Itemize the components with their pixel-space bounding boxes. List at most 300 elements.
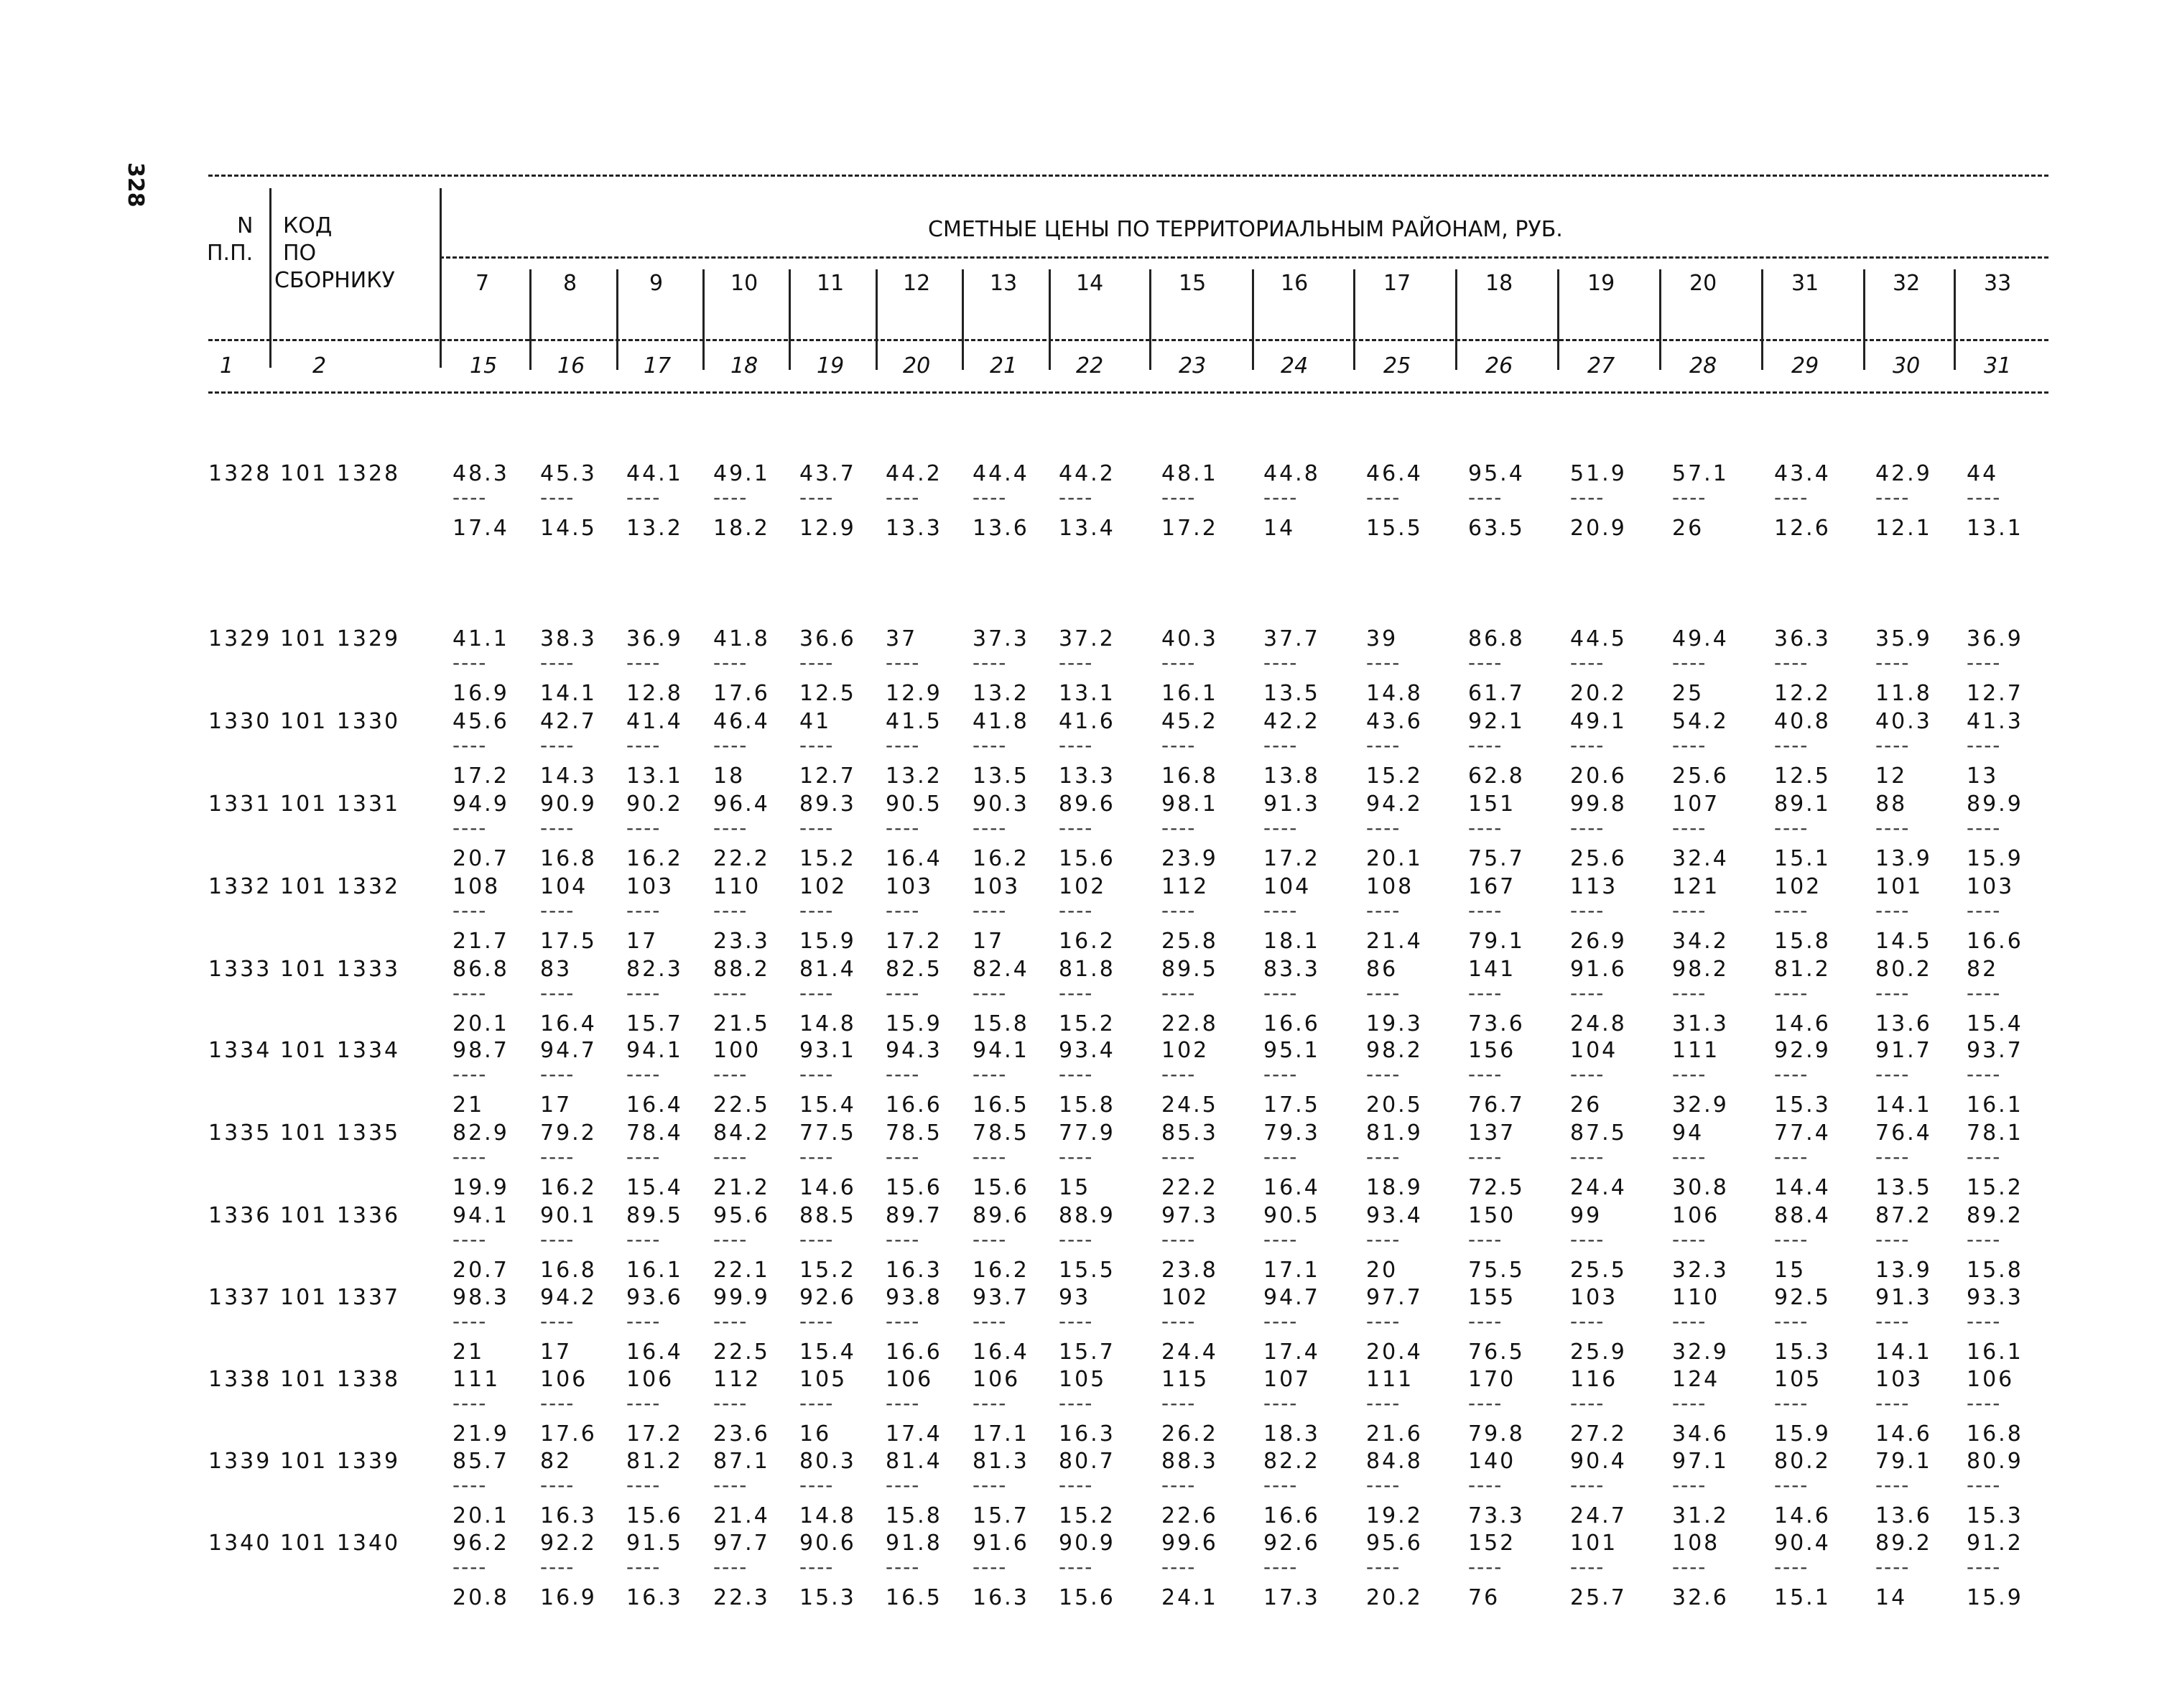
price-denominator: 14.5 xyxy=(540,516,597,541)
price-denominator: 20.1 xyxy=(1366,846,1423,871)
price-denominator: 16.1 xyxy=(1967,1092,2023,1118)
row-code: 101 1339 xyxy=(280,1449,401,1474)
fraction-bar: ---- xyxy=(1161,899,1197,922)
fraction-bar: ---- xyxy=(1263,1473,1299,1497)
price-denominator: 20.2 xyxy=(1366,1585,1423,1610)
fraction-bar: ---- xyxy=(1161,981,1197,1005)
price-numerator: 91.3 xyxy=(1875,1285,1932,1310)
fraction-bar: ---- xyxy=(1570,816,1605,840)
fraction-bar: ---- xyxy=(1570,1227,1605,1251)
price-numerator: 92.1 xyxy=(1468,709,1525,734)
price-denominator: 14.3 xyxy=(540,764,597,789)
price-numerator: 115 xyxy=(1161,1367,1210,1392)
fraction-bar: ---- xyxy=(886,1555,921,1579)
price-numerator: 106 xyxy=(886,1367,934,1392)
district-col-divider xyxy=(962,269,964,370)
price-denominator: 13.2 xyxy=(626,516,683,541)
price-numerator: 105 xyxy=(1774,1367,1822,1392)
price-denominator: 22.5 xyxy=(713,1092,770,1118)
row-code: 101 1335 xyxy=(280,1120,401,1146)
fraction-bar: ---- xyxy=(1263,1309,1299,1333)
district-header: 31 xyxy=(1791,271,1819,296)
price-denominator: 26 xyxy=(1672,516,1704,541)
price-denominator: 73.6 xyxy=(1468,1011,1525,1036)
fraction-bar: ---- xyxy=(626,899,662,922)
price-numerator: 113 xyxy=(1570,874,1618,899)
price-numerator: 156 xyxy=(1468,1038,1516,1063)
price-denominator: 15.8 xyxy=(886,1503,942,1528)
price-numerator: 48.1 xyxy=(1161,461,1218,486)
column-number: 19 xyxy=(817,353,845,379)
fraction-bar: ---- xyxy=(1774,651,1809,674)
fraction-bar: ---- xyxy=(1570,1555,1605,1579)
fraction-bar: ---- xyxy=(1366,981,1401,1005)
price-denominator: 17 xyxy=(540,1092,572,1118)
price-denominator: 32.6 xyxy=(1672,1585,1729,1610)
fraction-bar: ---- xyxy=(1967,1227,2002,1251)
price-numerator: 170 xyxy=(1468,1367,1516,1392)
price-numerator: 99.8 xyxy=(1570,792,1627,817)
fraction-bar: ---- xyxy=(799,1555,835,1579)
price-denominator: 16.2 xyxy=(973,1258,1029,1283)
row-number: 1332 xyxy=(208,874,272,899)
price-denominator: 17.5 xyxy=(1263,1092,1320,1118)
fraction-bar: ---- xyxy=(886,651,921,674)
price-numerator: 36.6 xyxy=(799,626,856,651)
price-numerator: 89.9 xyxy=(1967,792,2023,817)
price-denominator: 12 xyxy=(1875,764,1908,789)
price-denominator: 24.1 xyxy=(1161,1585,1218,1610)
price-numerator: 94.1 xyxy=(626,1038,683,1063)
fraction-bar: ---- xyxy=(540,1473,575,1497)
price-denominator: 25.6 xyxy=(1672,764,1729,789)
fraction-bar: ---- xyxy=(452,816,488,840)
row-code: 101 1329 xyxy=(280,626,401,651)
fraction-bar: ---- xyxy=(1967,1309,2002,1333)
price-denominator: 15.8 xyxy=(1774,929,1831,954)
district-col-divider xyxy=(876,269,878,370)
fraction-bar: ---- xyxy=(886,816,921,840)
price-numerator: 37 xyxy=(886,626,918,651)
price-numerator: 106 xyxy=(626,1367,674,1392)
price-denominator: 14.4 xyxy=(1774,1175,1831,1200)
price-denominator: 15 xyxy=(1059,1175,1091,1200)
fraction-bar: ---- xyxy=(973,1062,1008,1086)
price-denominator: 15.3 xyxy=(1774,1092,1831,1118)
price-denominator: 32.9 xyxy=(1672,1092,1729,1118)
fraction-bar: ---- xyxy=(452,486,488,509)
price-denominator: 15.6 xyxy=(1059,846,1115,871)
fraction-bar: ---- xyxy=(1161,1227,1197,1251)
colnum-top-rule xyxy=(208,339,2048,341)
header-code: СБОРНИКУ xyxy=(274,268,395,293)
fraction-bar: ---- xyxy=(1875,1062,1911,1086)
price-denominator: 79.8 xyxy=(1468,1421,1525,1447)
price-numerator: 89.7 xyxy=(886,1203,942,1228)
price-denominator: 18.3 xyxy=(1263,1421,1320,1447)
price-denominator: 16.5 xyxy=(973,1092,1029,1118)
fraction-bar: ---- xyxy=(1774,733,1809,757)
fraction-bar: ---- xyxy=(799,899,835,922)
price-numerator: 36.9 xyxy=(1967,626,2023,651)
fraction-bar: ---- xyxy=(1468,486,1503,509)
header-code: КОД xyxy=(283,213,333,238)
fraction-bar: ---- xyxy=(1672,981,1707,1005)
price-denominator: 32.3 xyxy=(1672,1258,1729,1283)
price-denominator: 21.4 xyxy=(1366,929,1423,954)
fraction-bar: ---- xyxy=(1468,899,1503,922)
price-numerator: 77.4 xyxy=(1774,1120,1831,1146)
fraction-bar: ---- xyxy=(886,899,921,922)
price-numerator: 43.7 xyxy=(799,461,856,486)
price-numerator: 81.3 xyxy=(973,1449,1029,1474)
price-numerator: 81.9 xyxy=(1366,1120,1423,1146)
column-number: 29 xyxy=(1791,353,1819,379)
district-header: 15 xyxy=(1179,271,1207,296)
price-numerator: 104 xyxy=(1570,1038,1618,1063)
price-denominator: 14.1 xyxy=(1875,1340,1932,1365)
price-numerator: 90.9 xyxy=(540,792,597,817)
fraction-bar: ---- xyxy=(1774,1391,1809,1415)
price-denominator: 32.9 xyxy=(1672,1340,1729,1365)
fraction-bar: ---- xyxy=(713,1062,748,1086)
price-numerator: 81.4 xyxy=(799,957,856,982)
price-denominator: 79.1 xyxy=(1468,929,1525,954)
price-numerator: 49.4 xyxy=(1672,626,1729,651)
price-denominator: 20.5 xyxy=(1366,1092,1423,1118)
price-numerator: 88.2 xyxy=(713,957,770,982)
price-numerator: 81.2 xyxy=(626,1449,683,1474)
price-denominator: 16.8 xyxy=(1967,1421,2023,1447)
price-denominator: 21.6 xyxy=(1366,1421,1423,1447)
district-header: 18 xyxy=(1485,271,1513,296)
column-number: 15 xyxy=(470,353,498,379)
fraction-bar: ---- xyxy=(1468,816,1503,840)
price-denominator: 21 xyxy=(452,1340,485,1365)
price-denominator: 15.2 xyxy=(799,846,856,871)
price-denominator: 16.3 xyxy=(540,1503,597,1528)
fraction-bar: ---- xyxy=(1672,486,1707,509)
price-numerator: 110 xyxy=(713,874,761,899)
price-denominator: 16.2 xyxy=(540,1175,597,1200)
header-code: ПО xyxy=(283,241,317,266)
district-header: 17 xyxy=(1383,271,1411,296)
fraction-bar: ---- xyxy=(626,486,662,509)
price-numerator: 90.5 xyxy=(886,792,942,817)
fraction-bar: ---- xyxy=(1875,651,1911,674)
fraction-bar: ---- xyxy=(1672,1555,1707,1579)
price-denominator: 16.4 xyxy=(1263,1175,1320,1200)
price-numerator: 94.2 xyxy=(1366,792,1423,817)
fraction-bar: ---- xyxy=(1875,1555,1911,1579)
fraction-bar: ---- xyxy=(1468,981,1503,1005)
price-denominator: 24.4 xyxy=(1570,1175,1627,1200)
price-denominator: 13.3 xyxy=(1059,764,1115,789)
fraction-bar: ---- xyxy=(1967,981,2002,1005)
district-col-divider xyxy=(1954,269,1956,370)
price-numerator: 89.5 xyxy=(626,1203,683,1228)
district-header: 11 xyxy=(817,271,845,296)
price-denominator: 34.2 xyxy=(1672,929,1729,954)
price-numerator: 44.2 xyxy=(886,461,942,486)
fraction-bar: ---- xyxy=(1059,1555,1094,1579)
price-numerator: 41.3 xyxy=(1967,709,2023,734)
price-denominator: 13.6 xyxy=(1875,1503,1932,1528)
price-denominator: 15.2 xyxy=(1967,1175,2023,1200)
fraction-bar: ---- xyxy=(973,1145,1008,1169)
price-denominator: 15.3 xyxy=(799,1585,856,1610)
price-denominator: 14 xyxy=(1875,1585,1908,1610)
price-denominator: 13.9 xyxy=(1875,846,1932,871)
price-denominator: 25.6 xyxy=(1570,846,1627,871)
price-numerator: 89.1 xyxy=(1774,792,1831,817)
price-numerator: 101 xyxy=(1875,874,1923,899)
price-numerator: 150 xyxy=(1468,1203,1516,1228)
price-numerator: 86 xyxy=(1366,957,1398,982)
price-numerator: 94.3 xyxy=(886,1038,942,1063)
price-denominator: 31.3 xyxy=(1672,1011,1729,1036)
price-denominator: 15.8 xyxy=(1059,1092,1115,1118)
price-denominator: 75.7 xyxy=(1468,846,1525,871)
price-numerator: 92.9 xyxy=(1774,1038,1831,1063)
fraction-bar: ---- xyxy=(540,733,575,757)
district-header: 8 xyxy=(563,271,577,296)
price-denominator: 16.1 xyxy=(626,1258,683,1283)
fraction-bar: ---- xyxy=(1570,1309,1605,1333)
price-numerator: 84.8 xyxy=(1366,1449,1423,1474)
price-denominator: 25.9 xyxy=(1570,1340,1627,1365)
row-number: 1335 xyxy=(208,1120,272,1146)
price-numerator: 86.8 xyxy=(452,957,509,982)
price-numerator: 155 xyxy=(1468,1285,1516,1310)
price-denominator: 12.2 xyxy=(1774,681,1831,706)
fraction-bar: ---- xyxy=(1875,1473,1911,1497)
price-numerator: 54.2 xyxy=(1672,709,1729,734)
price-numerator: 41.6 xyxy=(1059,709,1115,734)
price-numerator: 37.7 xyxy=(1263,626,1320,651)
fraction-bar: ---- xyxy=(1263,1391,1299,1415)
fraction-bar: ---- xyxy=(540,1227,575,1251)
district-col-divider xyxy=(1252,269,1254,370)
price-denominator: 20.1 xyxy=(452,1503,509,1528)
column-number: 16 xyxy=(557,353,585,379)
price-numerator: 91.5 xyxy=(626,1531,683,1556)
price-numerator: 43.6 xyxy=(1366,709,1423,734)
price-numerator: 102 xyxy=(1161,1038,1210,1063)
price-numerator: 80.7 xyxy=(1059,1449,1115,1474)
price-numerator: 49.1 xyxy=(1570,709,1627,734)
price-denominator: 16.1 xyxy=(1161,681,1218,706)
price-numerator: 90.6 xyxy=(799,1531,856,1556)
fraction-bar: ---- xyxy=(626,651,662,674)
fraction-bar: ---- xyxy=(713,486,748,509)
price-denominator: 15.9 xyxy=(1967,1585,2023,1610)
price-numerator: 79.1 xyxy=(1875,1449,1932,1474)
price-numerator: 93.3 xyxy=(1967,1285,2023,1310)
fraction-bar: ---- xyxy=(713,651,748,674)
price-denominator: 21.5 xyxy=(713,1011,770,1036)
price-denominator: 30.8 xyxy=(1672,1175,1729,1200)
fraction-bar: ---- xyxy=(1875,899,1911,922)
fraction-bar: ---- xyxy=(973,486,1008,509)
price-numerator: 99.6 xyxy=(1161,1531,1218,1556)
price-denominator: 13.2 xyxy=(973,681,1029,706)
price-denominator: 15.4 xyxy=(799,1340,856,1365)
price-numerator: 140 xyxy=(1468,1449,1516,1474)
price-numerator: 49.1 xyxy=(713,461,770,486)
price-numerator: 88 xyxy=(1875,792,1908,817)
fraction-bar: ---- xyxy=(1570,899,1605,922)
price-numerator: 35.9 xyxy=(1875,626,1932,651)
price-numerator: 44.8 xyxy=(1263,461,1320,486)
row-number: 1328 xyxy=(208,461,272,486)
price-numerator: 91.6 xyxy=(973,1531,1029,1556)
fraction-bar: ---- xyxy=(540,1145,575,1169)
fraction-bar: ---- xyxy=(1059,1062,1094,1086)
price-numerator: 102 xyxy=(1059,874,1107,899)
fraction-bar: ---- xyxy=(1468,1062,1503,1086)
price-denominator: 15.9 xyxy=(886,1011,942,1036)
district-header: 12 xyxy=(903,271,931,296)
price-denominator: 13.1 xyxy=(1967,516,2023,541)
price-denominator: 15.6 xyxy=(886,1175,942,1200)
fraction-bar: ---- xyxy=(540,1062,575,1086)
price-denominator: 15.1 xyxy=(1774,1585,1831,1610)
fraction-bar: ---- xyxy=(1161,651,1197,674)
price-denominator: 13.1 xyxy=(1059,681,1115,706)
header-divider-rule xyxy=(440,256,2048,259)
column-number: 18 xyxy=(730,353,758,379)
price-numerator: 77.9 xyxy=(1059,1120,1115,1146)
price-numerator: 108 xyxy=(1672,1531,1720,1556)
fraction-bar: ---- xyxy=(1875,981,1911,1005)
district-col-divider xyxy=(616,269,618,370)
row-number: 1336 xyxy=(208,1203,272,1228)
fraction-bar: ---- xyxy=(973,1227,1008,1251)
price-numerator: 151 xyxy=(1468,792,1516,817)
price-numerator: 88.3 xyxy=(1161,1449,1218,1474)
fraction-bar: ---- xyxy=(1672,733,1707,757)
price-numerator: 87.2 xyxy=(1875,1203,1932,1228)
fraction-bar: ---- xyxy=(1366,816,1401,840)
price-numerator: 81.4 xyxy=(886,1449,942,1474)
price-denominator: 16.8 xyxy=(540,1258,597,1283)
price-denominator: 17.2 xyxy=(626,1421,683,1447)
fraction-bar: ---- xyxy=(1263,816,1299,840)
row-code: 101 1336 xyxy=(280,1203,401,1228)
price-denominator: 16.4 xyxy=(626,1340,683,1365)
price-denominator: 13.6 xyxy=(1875,1011,1932,1036)
price-numerator: 116 xyxy=(1570,1367,1618,1392)
fraction-bar: ---- xyxy=(1161,733,1197,757)
price-denominator: 24.8 xyxy=(1570,1011,1627,1036)
price-denominator: 14.6 xyxy=(1774,1011,1831,1036)
price-numerator: 94.7 xyxy=(540,1038,597,1063)
fraction-bar: ---- xyxy=(799,651,835,674)
fraction-bar: ---- xyxy=(1967,816,2002,840)
district-col-divider xyxy=(1659,269,1661,370)
price-numerator: 95.6 xyxy=(1366,1531,1423,1556)
fraction-bar: ---- xyxy=(1059,816,1094,840)
fraction-bar: ---- xyxy=(1366,1473,1401,1497)
price-denominator: 11.8 xyxy=(1875,681,1932,706)
price-denominator: 17.4 xyxy=(1263,1340,1320,1365)
fraction-bar: ---- xyxy=(1570,733,1605,757)
price-numerator: 87.1 xyxy=(713,1449,770,1474)
price-denominator: 17.2 xyxy=(452,764,509,789)
price-numerator: 105 xyxy=(799,1367,848,1392)
price-denominator: 12.5 xyxy=(799,681,856,706)
price-denominator: 16.6 xyxy=(886,1340,942,1365)
price-denominator: 16.3 xyxy=(886,1258,942,1283)
price-denominator: 13.6 xyxy=(973,516,1029,541)
price-denominator: 15.4 xyxy=(1967,1011,2023,1036)
fraction-bar: ---- xyxy=(1570,1473,1605,1497)
price-numerator: 78.5 xyxy=(973,1120,1029,1146)
column-number: 23 xyxy=(1179,353,1207,379)
price-denominator: 20.6 xyxy=(1570,764,1627,789)
price-denominator: 17.2 xyxy=(1263,846,1320,871)
price-denominator: 24.7 xyxy=(1570,1503,1627,1528)
fraction-bar: ---- xyxy=(973,1391,1008,1415)
fraction-bar: ---- xyxy=(452,1145,488,1169)
price-numerator: 51.9 xyxy=(1570,461,1627,486)
price-numerator: 39 xyxy=(1366,626,1398,651)
fraction-bar: ---- xyxy=(1672,1227,1707,1251)
fraction-bar: ---- xyxy=(1774,1309,1809,1333)
price-denominator: 63.5 xyxy=(1468,516,1525,541)
fraction-bar: ---- xyxy=(452,1391,488,1415)
price-numerator: 106 xyxy=(540,1367,588,1392)
price-denominator: 13.2 xyxy=(886,764,942,789)
price-numerator: 104 xyxy=(540,874,588,899)
column-number: 22 xyxy=(1076,353,1104,379)
district-header: 19 xyxy=(1587,271,1615,296)
fraction-bar: ---- xyxy=(1059,899,1094,922)
fraction-bar: ---- xyxy=(1875,733,1911,757)
price-denominator: 19.2 xyxy=(1366,1503,1423,1528)
price-numerator: 108 xyxy=(1366,874,1414,899)
price-numerator: 89.3 xyxy=(799,792,856,817)
price-denominator: 13.5 xyxy=(973,764,1029,789)
price-denominator: 18.9 xyxy=(1366,1175,1423,1200)
fraction-bar: ---- xyxy=(713,1309,748,1333)
price-denominator: 15.9 xyxy=(1967,846,2023,871)
price-denominator: 15.4 xyxy=(799,1092,856,1118)
fraction-bar: ---- xyxy=(1967,1062,2002,1086)
fraction-bar: ---- xyxy=(1468,1555,1503,1579)
price-numerator: 43.4 xyxy=(1774,461,1831,486)
fraction-bar: ---- xyxy=(1161,1555,1197,1579)
price-numerator: 95.6 xyxy=(713,1203,770,1228)
price-numerator: 89.2 xyxy=(1967,1203,2023,1228)
price-denominator: 16.3 xyxy=(973,1585,1029,1610)
price-numerator: 78.1 xyxy=(1967,1120,2023,1146)
price-numerator: 48.3 xyxy=(452,461,509,486)
fraction-bar: ---- xyxy=(626,1227,662,1251)
price-denominator: 20.8 xyxy=(452,1585,509,1610)
fraction-bar: ---- xyxy=(973,1309,1008,1333)
price-denominator: 23.6 xyxy=(713,1421,770,1447)
price-numerator: 37.3 xyxy=(973,626,1029,651)
price-numerator: 102 xyxy=(1774,874,1822,899)
fraction-bar: ---- xyxy=(1672,1309,1707,1333)
price-denominator: 26 xyxy=(1570,1092,1602,1118)
price-denominator: 72.5 xyxy=(1468,1175,1525,1200)
price-denominator: 22.5 xyxy=(713,1340,770,1365)
price-denominator: 16.3 xyxy=(626,1585,683,1610)
fraction-bar: ---- xyxy=(1263,1555,1299,1579)
